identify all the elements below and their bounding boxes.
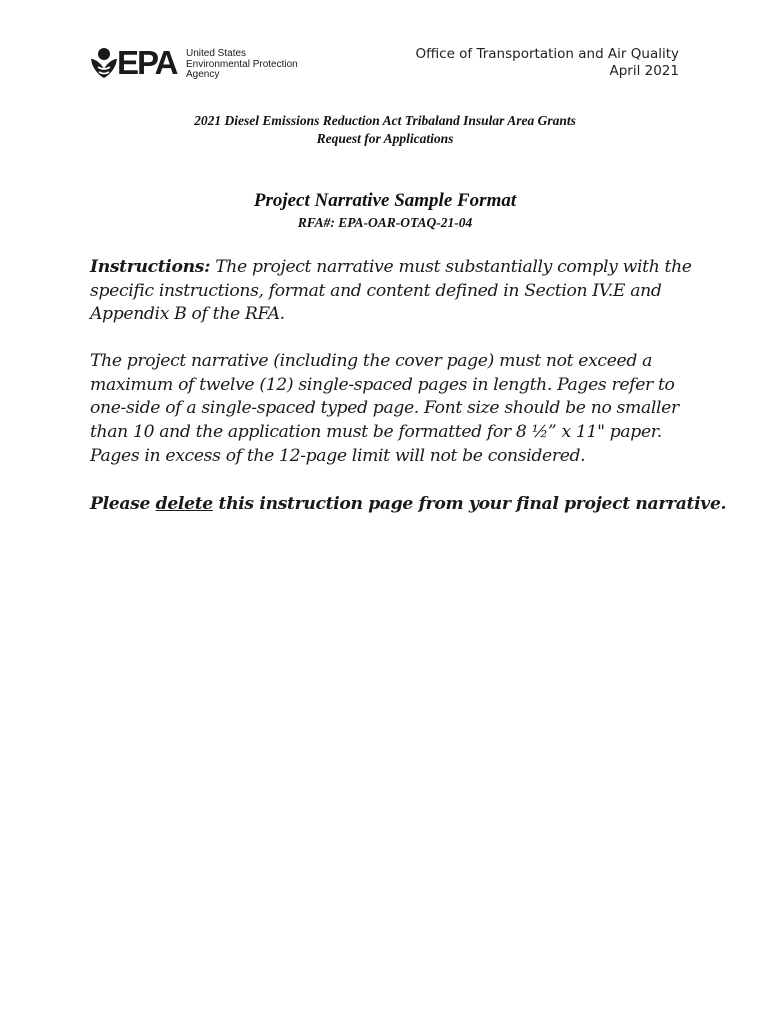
instructions-paragraph bbox=[90, 256, 690, 327]
program-title-line-1: 2021 Diesel Emissions Reduction Act Tribaland Insular Area Grants bbox=[194, 113, 576, 128]
instructions-line-2: specific instructions, format and content defined in Section IV.E and bbox=[90, 280, 662, 301]
program-title bbox=[0, 112, 770, 148]
agency-line-1: United States bbox=[186, 48, 247, 59]
program-title-line-2: Request for Applications bbox=[316, 131, 454, 146]
delete-notice-suffix: this instruction page from your final project narrative. bbox=[212, 494, 727, 514]
page-limit-line-1: The project narrative (including the cover page) must not exceed a bbox=[90, 351, 653, 371]
instructions-line-3: Appendix B of the RFA. bbox=[90, 304, 285, 325]
header-office-block bbox=[415, 46, 679, 80]
instructions-label: Instructions: bbox=[90, 257, 211, 277]
page-limit-line-2: maximum of twelve (12) single-spaced pages in length. Pages refer to bbox=[90, 374, 675, 395]
agency-line-3: Agency bbox=[186, 69, 220, 80]
page-limit-line-4: than 10 and the application must be formatted for 8 ½” x 11" paper. bbox=[90, 422, 662, 443]
delete-notice-prefix: Please bbox=[90, 494, 156, 514]
agency-line-2: Environmental Protection bbox=[186, 58, 298, 70]
delete-notice bbox=[90, 493, 727, 517]
page-limit-paragraph bbox=[90, 350, 690, 469]
page-limit-line-5: Pages in excess of the 12-page limit will not be considered. bbox=[90, 445, 586, 466]
agency-name bbox=[186, 49, 298, 81]
delete-emphasis: delete bbox=[155, 494, 213, 514]
document-date: April 2021 bbox=[609, 63, 679, 79]
document-title: Project Narrative Sample Format bbox=[253, 190, 517, 211]
office-name: Office of Transportation and Air Quality bbox=[415, 46, 679, 62]
epa-logo bbox=[89, 44, 319, 83]
instructions-text-1: The project narrative must substantially comply with the bbox=[210, 257, 692, 277]
page-limit-line-3: one-side of a single-spaced typed page. Font size should be no smaller bbox=[90, 398, 679, 419]
delete-notice-line bbox=[90, 493, 727, 517]
epa-wordmark: EPA bbox=[117, 44, 177, 81]
instructions-line-1 bbox=[90, 256, 690, 280]
epa-flower-icon bbox=[89, 47, 119, 81]
rfa-number: RFA#: EPA-OAR-OTAQ-21-04 bbox=[297, 215, 473, 230]
